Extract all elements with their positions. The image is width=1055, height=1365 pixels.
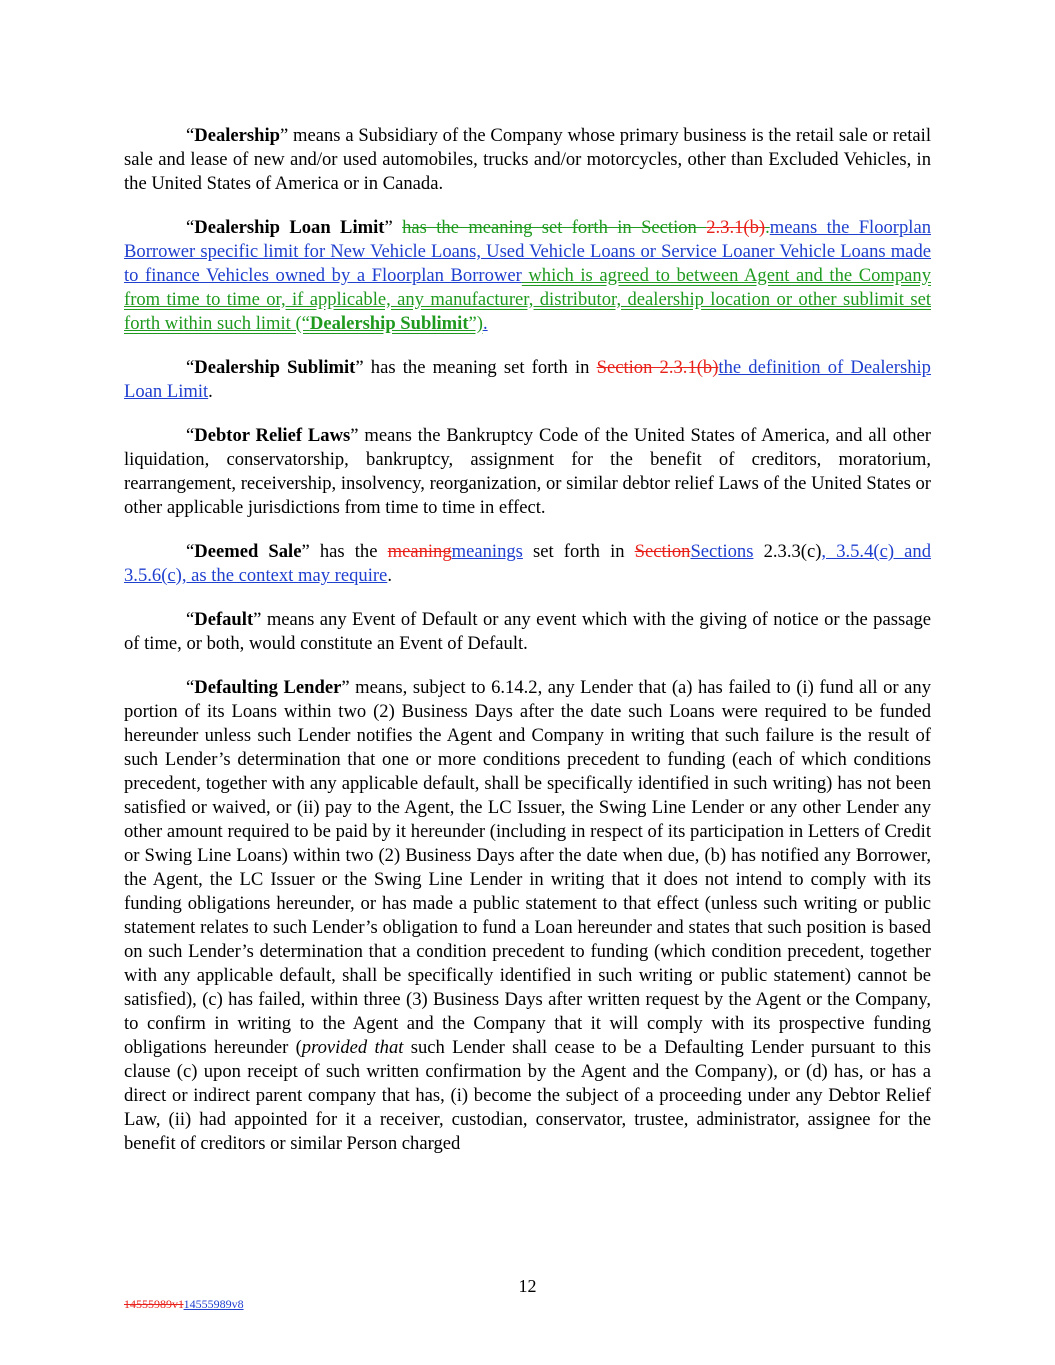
defined-term: Default	[194, 609, 254, 630]
document-page	[124, 124, 931, 1176]
moved-defined-term: Dealership Sublimit	[309, 313, 469, 334]
definition-dealership-sublimit: “Dealership Sublimit” has the meaning set forth in Section 2.3.1(b)the definition of Dealership Loan Limit.	[124, 357, 931, 402]
inserted-doc-id: 14555989v8	[183, 1297, 244, 1311]
inserted-text: the definition of Dealership Loan Limit	[124, 357, 931, 402]
page-number: 12	[518, 1276, 537, 1296]
defined-term: Dealership Loan Limit	[194, 217, 385, 238]
deleted-doc-id: 14555989v1	[124, 1297, 184, 1311]
inserted-text: .	[482, 313, 488, 334]
moved-text: which is agreed to between Agent and the Company from time to time or, if applicable, any manufacturer, distributor, dealership location or other sublimit set forth within such limit (“	[124, 265, 931, 334]
defined-term: Defaulting Lender	[194, 677, 342, 698]
definition-deemed-sale: “Deemed Sale” has the meaningmeanings set forth in SectionSections 2.3.3(c), 3.5.4(c) and 3.5.6(c), as the context may require.	[124, 541, 931, 586]
defined-term: Dealership	[194, 125, 280, 146]
inserted-text: Sections	[690, 541, 754, 562]
moved-text: ”)	[468, 313, 483, 334]
definition-defaulting-lender: “Defaulting Lender” means, subject to 6.14.2, any Lender that (a) has failed to (i) fund all or any portion of its Loans within two (2) Business Days after the date such Loans were required to be funded hereunder unless such Lender notifies the Agent and Company in writing that such failure is the result of such Lender’s determination that one or more conditions precedent to funding (each of which conditions precedent, together with any applicable default, shall be specifically identified in such writing) has not been satisfied or waived, or (ii) pay to the Agent, the LC Issuer, the Swing Line Lender or any other Lender any other amount required to be paid by it hereunder (including in respect of its participation in Letters of Credit or Swing Line Loans) within two (2) Business Days after the date when due, (b) has notified any Borrower, the Agent, the LC Issuer or the Swing Line Lender in writing that it does not intend to comply with its funding obligations hereunder, or has made a public statement to that effect (unless such writing or public statement relates to such Lender’s obligation to fund a Loan hereunder and states that such position is based on such Lender’s determination that a condition precedent to funding (which condition precedent, together with any applicable default, shall be specifically identified in such writing or public statement) cannot be satisfied), (c) has failed, within three (3) Business Days after written request by the Agent or the Company, to confirm in writing to the Agent and the Company that it will comply with its prospective funding obligations hereunder (provided that such Lender shall cease to be a Defaulting Lender pursuant to this clause (c) upon receipt of such written confirmation by the Agent and the Company), or (d) has, or has a direct or indirect parent company that has, (i) become the subject of a proceeding under any Debtor Relief Law, (ii) had appointed for it a receiver, custodian, conservator, trustee, administrator, assignee for the benefit of creditors or similar Person charged	[124, 677, 931, 1154]
defined-term: Debtor Relief Laws	[194, 425, 351, 446]
defined-term: Deemed Sale	[194, 541, 302, 562]
document-id	[124, 1297, 244, 1312]
inserted-text: , 3.5.4(c) and 3.5.6(c), as the context may require	[124, 541, 931, 586]
deleted-text: 2.3.1(b)	[706, 217, 766, 238]
deleted-text: .	[765, 217, 770, 238]
italic-text: provided that	[301, 1037, 404, 1058]
definition-dealership: “Dealership” means a Subsidiary of the Company whose primary business is the retail sale or retail sale and lease of new and/or used automobiles, trucks and/or motorcycles, other than Excluded Vehicles, in the United States of America or in Canada.	[124, 125, 931, 194]
deleted-text: Section	[634, 541, 691, 562]
definition-debtor-relief-laws: “Debtor Relief Laws” means the Bankruptcy Code of the United States of America, and all other liquidation, conservatorship, bankruptcy, assignment for the benefit of creditors, moratorium, rearrangement, receivership, insolvency, reorganization, or similar debtor relief Laws of the United States or other applicable jurisdictions from time to time in effect.	[124, 425, 931, 518]
defined-term: Dealership Sublimit	[194, 357, 356, 378]
deleted-text: Section 2.3.1(b)	[596, 357, 719, 378]
definition-dealership-loan-limit: “Dealership Loan Limit” has the meaning set forth in Section 2.3.1(b).means the Floorplan Borrower specific limit for New Vehicle Loans, Used Vehicle Loans or Service Loaner Vehicle Loans made to finance Vehicles owned by a Floorplan Borrower which is agreed to between Agent and the Company from time to time or, if applicable, any manufacturer, distributor, dealership location or other sublimit set forth within such limit (“Dealership Sublimit”).	[124, 217, 931, 334]
deleted-text: has the meaning set forth in Section	[402, 217, 707, 238]
definition-default: “Default” means any Event of Default or any event which with the giving of notice or the passage of time, or both, would constitute an Event of Default.	[124, 609, 931, 654]
inserted-text: means the Floorplan Borrower specific limit for New Vehicle Loans, Used Vehicle Loans or Service Loaner Vehicle Loans made to finance Vehicles owned by a Floorplan Borrower	[124, 217, 931, 286]
inserted-text: meanings	[451, 541, 523, 562]
deleted-text: meaning	[387, 541, 452, 562]
